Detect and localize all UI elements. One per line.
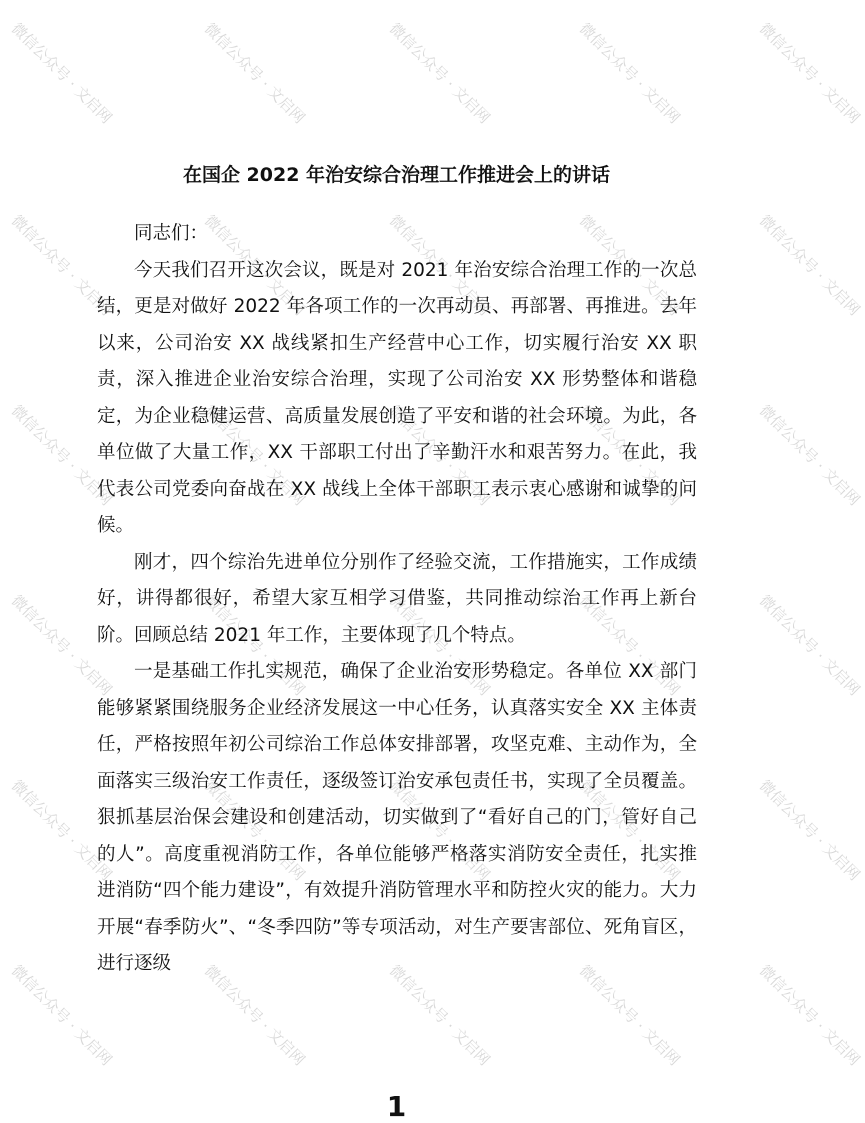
watermark: 微信公众号 · 文启网: [755, 401, 864, 510]
watermark: 微信公众号 · 文启网: [575, 401, 684, 510]
watermark: 微信公众号 · 文启网: [7, 961, 116, 1070]
watermark: 微信公众号 · 文启网: [575, 961, 684, 1070]
watermark: 微信公众号 · 文启网: [385, 211, 494, 320]
watermark: 微信公众号 · 文启网: [200, 591, 309, 700]
watermark: 微信公众号 · 文启网: [575, 211, 684, 320]
watermark: 微信公众号 · 文启网: [385, 591, 494, 700]
watermark: 微信公众号 · 文启网: [200, 961, 309, 1070]
salutation: 同志们：: [134, 223, 209, 244]
watermark: 微信公众号 · 文启网: [200, 401, 309, 510]
watermark: 微信公众号 · 文启网: [200, 776, 309, 885]
watermark: 微信公众号 · 文启网: [755, 591, 864, 700]
watermark: 微信公众号 · 文启网: [575, 776, 684, 885]
page-number: 1: [386, 1090, 407, 1123]
watermark: 微信公众号 · 文启网: [7, 211, 116, 320]
watermark: 微信公众号 · 文启网: [755, 776, 864, 885]
watermark: 微信公众号 · 文启网: [200, 19, 309, 128]
document-body: [97, 216, 697, 983]
paragraph: 一是基础工作扎实规范，确保了企业治安形势稳定。各单位 XX 部门能够紧紧围绕服务企业经济发展这一中心任务，认真落实安全 XX 主体责任，严格按照年初公司综治工作总体安排部署，攻坚克难、主动作为，全面落实三级治安工作责任，逐级签订治安承包责任书，实现了全员覆盖。狠抓基层治保会建设和创建活动，切实做到了“看好自己的门，管好自己的人”。高度重视消防工作，各单位能够严格落实消防安全责任，扎实推进消防“四个能力建设”，有效提升消防管理水平和防控火灾的能力。大力开展“春季防火”、“冬季四防”等专项活动，对生产要害部位、死角盲区，进行逐级: [97, 661, 697, 974]
watermark: 微信公众号 · 文启网: [385, 961, 494, 1070]
watermark: 微信公众号 · 文启网: [385, 19, 494, 128]
watermark: 微信公众号 · 文启网: [385, 776, 494, 885]
paragraph: 刚才，四个综治先进单位分别作了经验交流，工作措施实，工作成绩好，讲得都很好，希望大家互相学习借鉴，共同推动综治工作再上新台阶。回顾总结 2021 年工作，主要体现了几个特点。: [97, 551, 697, 646]
watermark: 微信公众号 · 文启网: [7, 776, 116, 885]
watermark: 微信公众号 · 文启网: [7, 19, 116, 128]
watermark: 微信公众号 · 文启网: [755, 961, 864, 1070]
watermark: 微信公众号 · 文启网: [755, 19, 864, 128]
watermark: 微信公众号 · 文启网: [385, 401, 494, 510]
watermark: 微信公众号 · 文启网: [575, 591, 684, 700]
watermark: 微信公众号 · 文启网: [7, 401, 116, 510]
watermark: 微信公众号 · 文启网: [7, 591, 116, 700]
watermark: 微信公众号 · 文启网: [200, 211, 309, 320]
watermark: 微信公众号 · 文启网: [755, 211, 864, 320]
document-title: 在国企 2022 年治安综合治理工作推进会上的讲话: [182, 164, 611, 186]
watermark: 微信公众号 · 文启网: [575, 19, 684, 128]
paragraph: 今天我们召开这次会议，既是对 2021 年治安综合治理工作的一次总结，更是对做好 2022 年各项工作的一次再动员、再部署、再推进。去年以来，公司治安 XX 战线紧扣生产经营中心工作，切实履行治安 XX 职责，深入推进企业治安综合治理，实现了公司治安 XX 形势整体和谐稳定，为企业稳健运营、高质量发展创造了平安和谐的社会环境。为此，各单位做了大量工作，XX 干部职工付出了辛勤汗水和艰苦努力。在此，我代表公司党委向奋战在 XX 战线上全体干部职工表示衷心感谢和诚挚的问候。: [97, 259, 697, 536]
